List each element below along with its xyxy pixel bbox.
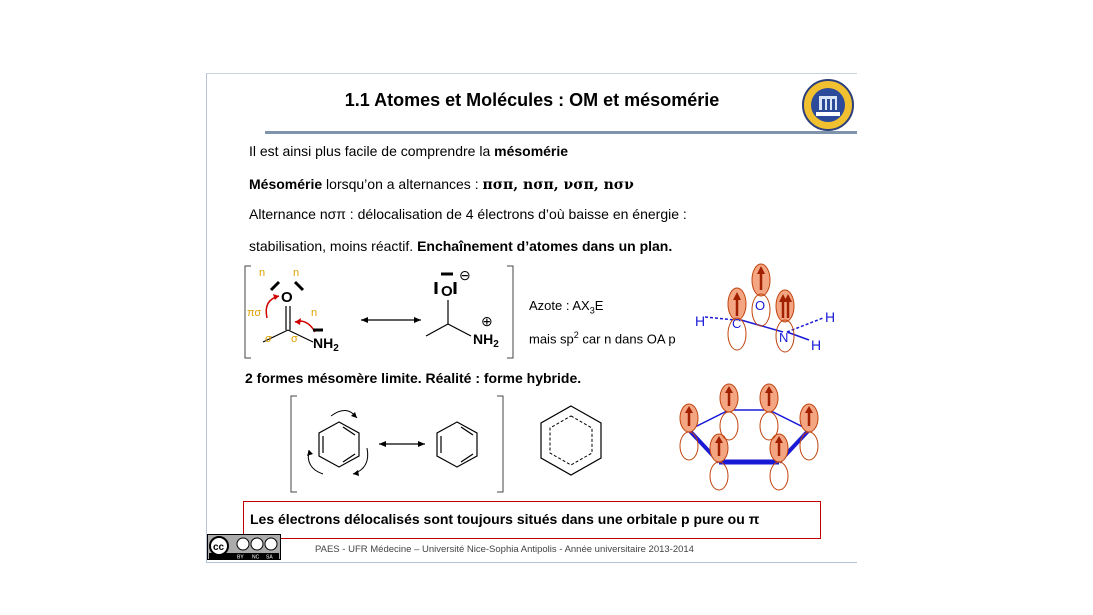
orbital-C: C [732, 316, 742, 331]
benzene-orbital-diagram [673, 382, 833, 494]
university-logo [801, 78, 855, 132]
slide [206, 73, 857, 563]
cc-nc: NC [252, 554, 260, 560]
group-NH2: $NH_2$ [313, 335, 339, 354]
group-NH2-2: $NH_2$ [473, 331, 499, 350]
orbital-H2: H [825, 309, 836, 325]
cc-by: BY [237, 554, 244, 560]
orbital-O: O [755, 298, 766, 313]
text-line-4: stabilisation, moins réactif. Enchaînement d’atomes dans un plan. [249, 238, 673, 254]
label-sigma2: σ [291, 333, 298, 345]
key-statement-text: Les électrons délocalisés sont toujours situés dans une orbitale p pure ou π [250, 511, 760, 527]
formes-line: 2 formes mésomère limite. Réalité : forme hybride. [245, 370, 582, 386]
orbital-N: N [779, 330, 789, 345]
slide-title: 1.1 Atomes et Molécules : OM et mésomérie [344, 90, 720, 110]
label-sigma1: σ [265, 333, 272, 345]
label-pi-sigma: πσ [247, 307, 262, 319]
atom-O: O [281, 289, 293, 306]
title-rule [265, 131, 857, 134]
text-line-3: Alternance nσπ : délocalisation de 4 électrons d’où baisse en énergie : [249, 206, 687, 222]
plus-charge: ⊕ [481, 313, 493, 329]
azote-label: Azote : $AX_3E$ [529, 298, 604, 316]
footer: PAES - UFR Médecine – Université Nice-Sophia Antipolis - Année universitaire 2013-2014 [315, 544, 694, 555]
text-line-1: Il est ainsi plus facile de comprendre la mésomérie [249, 143, 569, 159]
cc-license-badge[interactable] [207, 534, 281, 560]
benzene-resonance-diagram [287, 392, 617, 497]
cc-label: cc [213, 542, 225, 553]
amide-orbital-diagram [687, 262, 847, 360]
text-line-2: Mésomérie lorsqu’on a alternances : πσπ, nσπ, νσπ, nσν [249, 176, 634, 193]
label-n2: n [293, 267, 300, 279]
orbital-H3: H [811, 337, 822, 353]
label-n3: n [311, 307, 318, 319]
minus-charge: ⊖ [459, 267, 471, 283]
key-statement-box [243, 501, 821, 539]
label-n1: n [259, 267, 266, 279]
orbital-H1: H [695, 313, 706, 329]
bottom-rule [207, 562, 857, 563]
sp2-label: mais $sp^2$ car n dans OA p [529, 330, 676, 347]
amide-resonance-diagram [241, 262, 521, 362]
cc-sa: SA [266, 554, 273, 560]
atom-O-2: O [441, 283, 453, 300]
